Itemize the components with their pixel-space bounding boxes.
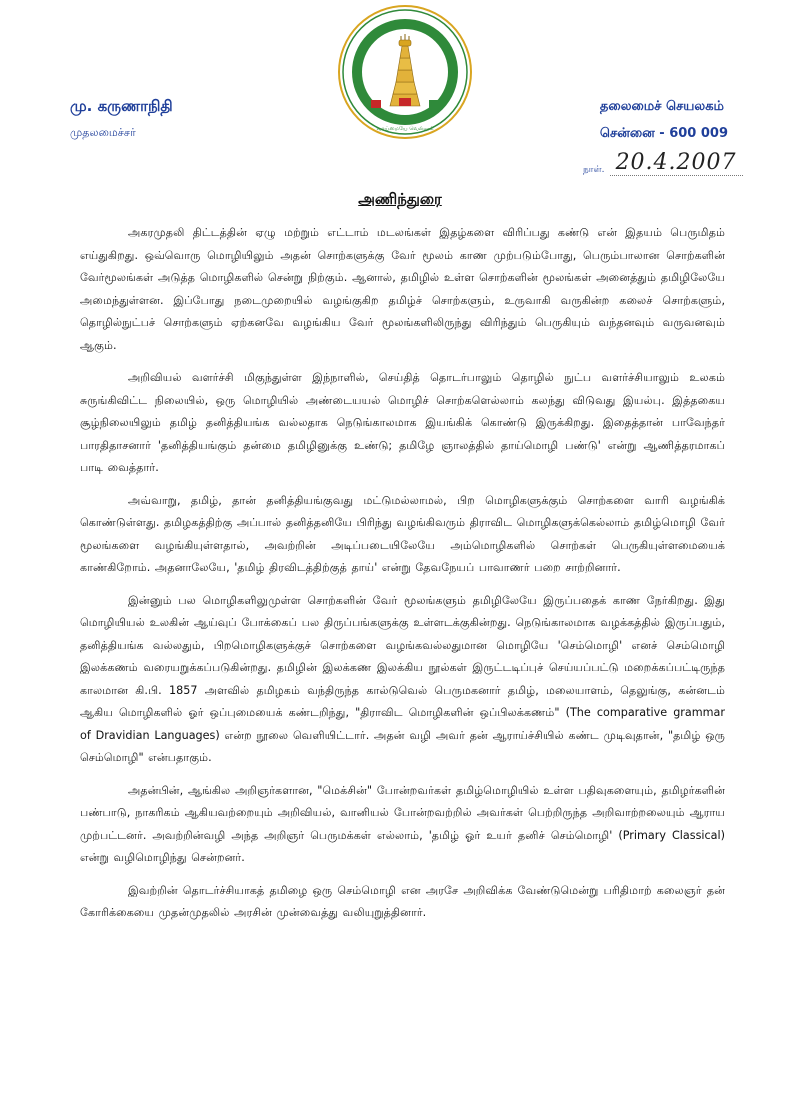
state-emblem [335,2,475,147]
paragraph: அதன்பின், ஆங்கில அறிஞர்களான, "மெக்சின்" போன்றவர்கள் தமிழ்மொழியில் உள்ள பதிவுகளையும், தமிழர்களின் பண்பாடு, நாகரிகம் ஆகியவற்றையும் அறிவியல், வானியல் போன்றவற்றில் அவர்கள் பெற்றிருந்த அறிவாற்றலையும் ஆராய முற்பட்டனர். அவற்றின்வழி அந்த அறிஞர் பெருமக்கள் எல்லாம், 'தமிழ் ஓர் உயர் தனிச் செம்மொழி' (Primary Classical) என்று வழிமொழிந்து சென்றனர். [80,783,725,864]
office-name: தலைமைச் செயலகம் [599,99,724,114]
office-address: சென்னை - 600 009 [599,126,728,141]
document-title: அணிந்துரை [358,190,442,208]
sender-role: முதலமைச்சர் [70,126,136,139]
date-value: 20.4.2007 [610,150,743,176]
sender-block [70,95,173,141]
date-line [583,150,743,176]
paragraph: அவ்வாறு, தமிழ், தான் தனித்தியங்குவது மட்டுமல்லாமல், பிற மொழிகளுக்கும் சொற்களை வாரி வழங்கிக் கொண்டுள்ளது. தமிழகத்திற்கு அப்பால் தனித்தனியே பிரிந்து வழங்கிவரும் திராவிட மொழிகளுக்கெல்லாம் தமிழ்மொழி வேர் மூலங்களை வழங்கியுள்ளதால், அவற்றின் அடிப்படையிலேயே அம்மொழிகளில் சொற்கள் பெருகியுள்ளமையைக் காண்கிறோம். அதனாலேயே, 'தமிழ் திரவிடத்திற்குத் தாய்' என்று தேவநேயப் பாவாணர் பறை சாற்றினார். [80,493,725,574]
sender-name: மு. கருணாநிதி [70,97,173,115]
office-block [600,97,728,145]
date-label: நாள். [583,165,605,175]
paragraph: அறிவியல் வளர்ச்சி மிகுந்துள்ள இந்நாளில், செய்தித் தொடர்பாலும் தொழில் நுட்ப வளர்ச்சியாலும் உலகம் சுருங்கிவிட்ட நிலையில், ஒரு மொழியில் அண்டையயல் மொழிச் சொற்களெல்லாம் கலந்து விடுவது இயல்பு. இத்தகைய சூழ்நிலையிலும் தமிழ் தனித்தியங்க வல்லதாக நெடுங்காலமாக இயங்கிக் கொண்டு இருக்கிறது. இதைத்தான் பாவேந்தர் பாரதிதாசனார் 'தனித்தியங்கும் தன்மை தமிழினுக்கு உண்டு; தமிழே ஞாலத்தில் தாய்மொழி பண்டு' என்று ஆணித்தரமாகப் பாடி வைத்தார். [80,371,725,474]
svg-text:வாய்மையே வெல்லும்: வாய்மையே வெல்லும் [376,126,434,132]
paragraph: இவற்றின் தொடர்ச்சியாகத் தமிழை ஒரு செம்மொழி என அரசே அறிவிக்க வேண்டுமென்று பரிதிமாற் கலைஞர் தன் கோரிக்கையை முதன்முதலில் அரசின் முன்வைத்து வலியுறுத்தினார். [80,883,725,919]
paragraph: அகரமுதலி திட்டத்தின் ஏழு மற்றும் எட்டாம் மடலங்கள் இதழ்களை விரிப்பது கண்டு என் இதயம் பெருமிதம் எய்துகிறது. ஒவ்வொரு மொழியிலும் அதன் சொற்களுக்கு வேர் மூலம் காண முற்படும்போது, பெரும்பாலான சொற்களின் வேர்மூலங்கள் அடுத்த மொழிகளில் சென்று நிற்கும். ஆனால், தமிழில் உள்ள சொற்களின் மூலங்கள் அனைத்தும் தமிழிலேயே அமைந்துள்ளன. இப்போது நடைமுறையில் வழங்குகிற தமிழ்ச் சொற்களும், உருவாகி வருகின்ற கலைச் சொற்களும், தொழில்நுட்பச் சொற்களும் ஏற்கனவே வழங்கிய வேர் மூலங்களிலிருந்து விரிந்தும் பெருகியும் வந்தனவும் வருவனவும் ஆகும். [80,226,725,352]
document-body [80,222,725,935]
paragraph: இன்னும் பல மொழிகளிலுமுள்ள சொற்களின் வேர் மூலங்களும் தமிழிலேயே இருப்பதைக் காண நேர்கிறது. இது மொழியியல் உலகின் ஆய்வுப் போக்கைப் பல திருப்பங்களுக்கு உள்ளடக்குகின்றது. நெடுங்காலமாக வழக்கத்தில் இருப்பதும், தனித்தியங்க வல்லதும், பிறமொழிகளுக்குச் சொற்களை வழங்கவல்லதுமான மொழியே 'செம்மொழி' எனச் செம்மொழி இலக்கணம் வரையறுக்கப்படுகின்றது. தமிழின் இலக்கண இலக்கிய நூல்கள் இருட்டடிப்புச் செய்யப்பட்டு மறைக்கப்பட்டிருந்த காலமான கி.பி. 1857 அளவில் தமிழகம் வந்திருந்த கால்டுவெல் பெருமகனார் தமிழ், மலையாளம், தெலுங்கு, கன்னடம் ஆகிய மொழிகளில் ஓர் ஒப்புமையைக் கண்டறிந்து, "திராவிட மொழிகளின் ஒப்பிலக்கணம்" (The comparative grammar of Dravidian Languages) என்ற நூலை வெளியிட்டார். அதன் வழி அவர் தன் ஆராய்ச்சியில் கண்ட முடிவுதான், "தமிழ் ஒரு செம்மொழி" என்பதாகும். [80,593,725,764]
